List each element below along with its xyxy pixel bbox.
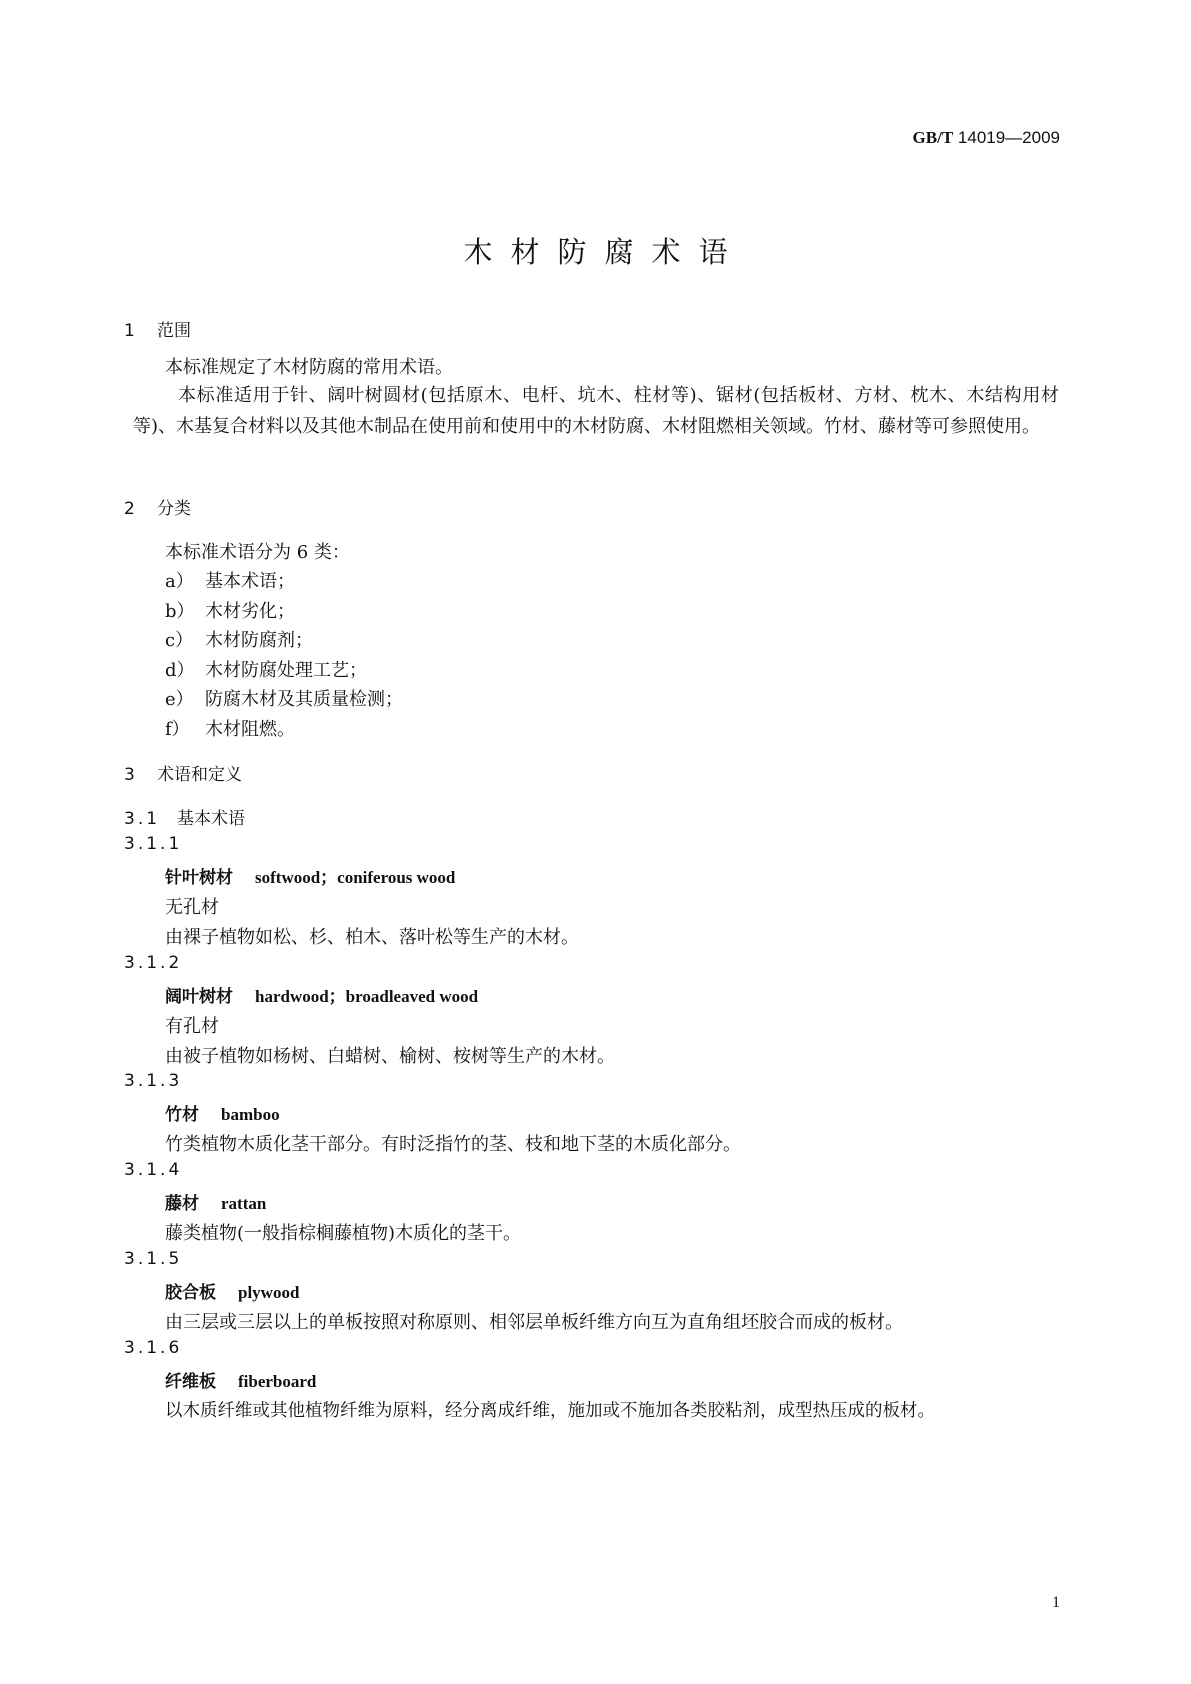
- term-definition: 由裸子植物如松、杉、柏木、落叶松等生产的木材。: [165, 927, 579, 948]
- section-number: 2: [124, 499, 135, 519]
- clause-number: 3.1.1: [124, 834, 183, 854]
- section-1-paragraph-1: 本标准规定了木材防腐的常用术语。: [165, 357, 453, 378]
- list-marker: f）: [165, 719, 190, 740]
- section-2-heading: [124, 494, 191, 519]
- term-chinese: 藤材: [165, 1194, 199, 1214]
- clause-number: 3.1.4: [124, 1160, 183, 1180]
- list-item: [165, 597, 295, 623]
- term-chinese: 竹材: [165, 1105, 199, 1125]
- list-item: [165, 656, 367, 682]
- term-chinese: 针叶树材: [165, 868, 233, 888]
- list-marker: e）: [165, 689, 194, 710]
- clause-number: 3.1.5: [124, 1249, 183, 1269]
- page-number: 1: [1052, 1594, 1060, 1611]
- term-english: softwood；coniferous wood: [255, 868, 456, 887]
- term-english: plywood: [238, 1283, 300, 1302]
- list-item: [165, 626, 313, 652]
- subsection-title: 基本术语: [177, 809, 245, 829]
- section-2-intro: 本标准术语分为 6 类：: [165, 542, 350, 563]
- term-entry: [165, 1367, 316, 1392]
- section-1-paragraph-2: 本标准适用于针、阔叶树圆材(包括原木、电杆、坑木、柱材等)、锯材(包括板材、方材、枕木、木结构用材等)、木基复合材料以及其他木制品在使用前和使用中的木材防腐、木材阻燃相关领域。竹材、藤材等可参照使用。: [133, 385, 1059, 437]
- term-entry: [165, 1100, 280, 1125]
- section-number: 1: [124, 321, 135, 341]
- term-english: bamboo: [221, 1105, 280, 1124]
- term-definition: 以木质纤维或其他植物纤维为原料，经分离成纤维，施加或不施加各类胶粘剂，成型热压成的板材。: [165, 1401, 935, 1421]
- subsection-number: 3.1: [124, 809, 161, 829]
- standard-prefix: GB/T: [912, 128, 954, 147]
- section-3-heading: [124, 760, 242, 785]
- term-entry: [165, 1278, 299, 1303]
- standard-code: [913, 128, 1060, 148]
- clause-number: 3.1.3: [124, 1071, 183, 1091]
- standard-number: 14019—2009: [957, 128, 1060, 147]
- list-text: 木材阻燃。: [205, 719, 295, 740]
- term-chinese: 胶合板: [165, 1283, 216, 1303]
- term-synonym: 有孔材: [165, 1016, 219, 1037]
- list-item: [165, 685, 403, 711]
- list-marker: d）: [165, 660, 195, 681]
- term-entry: [165, 1189, 266, 1214]
- section-title: 术语和定义: [157, 765, 242, 785]
- term-definition: 竹类植物木质化茎干部分。有时泛指竹的茎、枝和地下茎的木质化部分。: [165, 1134, 741, 1155]
- list-text: 防腐木材及其质量检测；: [205, 689, 403, 710]
- section-title: 分类: [157, 499, 191, 519]
- list-item: [165, 567, 295, 593]
- term-english: rattan: [221, 1194, 267, 1213]
- list-marker: c）: [165, 630, 194, 651]
- section-1-heading: [124, 316, 191, 341]
- list-text: 木材劣化；: [205, 601, 295, 622]
- section-title: 范围: [157, 321, 191, 341]
- term-definition: 由被子植物如杨树、白蜡树、榆树、桉树等生产的木材。: [165, 1046, 615, 1067]
- list-marker: b）: [165, 601, 195, 622]
- term-definition: 由三层或三层以上的单板按照对称原则、相邻层单板纤维方向互为直角组坯胶合而成的板材。: [165, 1312, 903, 1333]
- term-chinese: 纤维板: [165, 1372, 216, 1392]
- term-entry: [165, 863, 455, 888]
- term-chinese: 阔叶树材: [165, 987, 233, 1007]
- section-number: 3: [124, 765, 135, 785]
- term-english: fiberboard: [238, 1372, 317, 1391]
- list-marker: a）: [165, 571, 194, 592]
- term-definition: 藤类植物(一般指棕榈藤植物)木质化的茎干。: [165, 1223, 522, 1244]
- document-title: 木材防腐术语: [463, 235, 746, 269]
- subsection-3-1-heading: [124, 804, 245, 829]
- list-text: 基本术语；: [205, 571, 295, 592]
- list-item: [165, 715, 295, 741]
- term-synonym: 无孔材: [165, 897, 219, 918]
- term-entry: [165, 982, 478, 1007]
- clause-number: 3.1.2: [124, 953, 183, 973]
- list-text: 木材防腐处理工艺；: [205, 660, 367, 681]
- term-english: hardwood；broadleaved wood: [255, 987, 479, 1006]
- clause-number: 3.1.6: [124, 1338, 183, 1358]
- list-text: 木材防腐剂；: [205, 630, 313, 651]
